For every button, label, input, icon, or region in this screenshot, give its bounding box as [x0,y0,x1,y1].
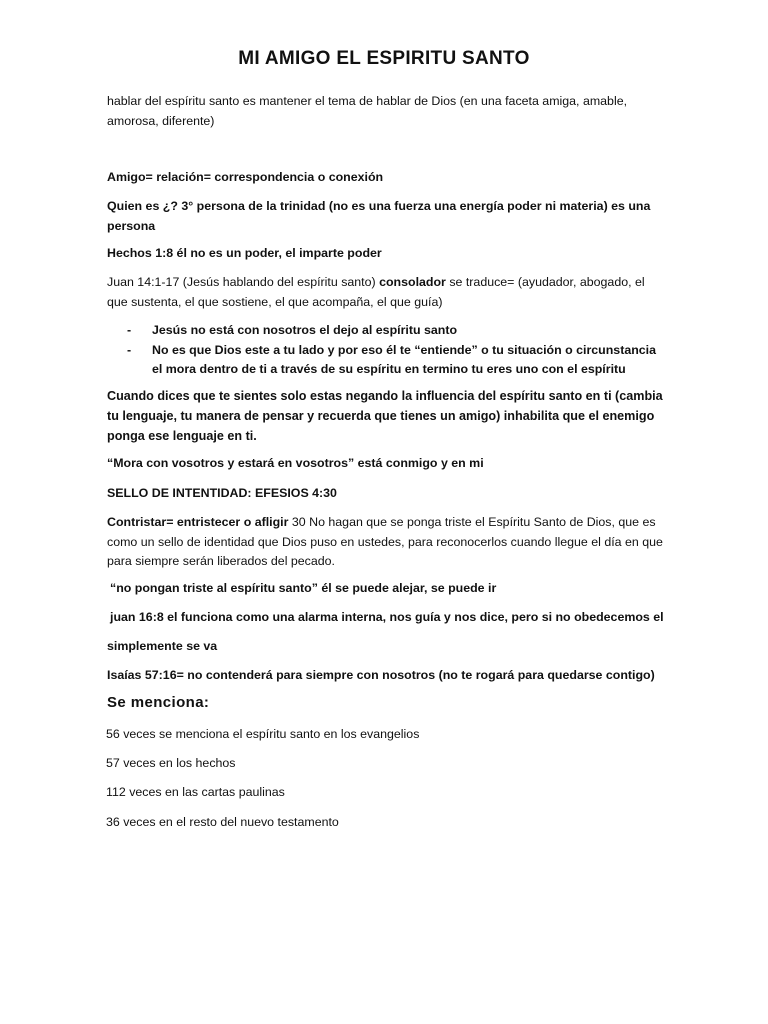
juan-14-traduce: se traduce= [449,275,515,289]
document-title: MI AMIGO EL ESPIRITU SANTO [238,48,530,69]
simplemente-line: simplemente se va [107,639,218,653]
isaias-paragraph: Isaías 57:16= no contenderá para siempre con nosotros (no te rogará para quedarse contigo) [107,668,655,682]
juan-14-meanings: (ayudador, abogado, el que sustenta, el que sostiene, el que acompaña, el que guía) [107,275,645,309]
count-paulinas: 112 veces en las cartas paulinas [106,785,285,799]
hechos-paragraph: Hechos 1:8 él no es un poder, el imparte poder [107,246,382,260]
bullet-list [127,321,657,380]
se-menciona-heading: Se menciona: [107,694,210,711]
count-hechos: 57 veces en los hechos [106,756,236,770]
juan-14-reference: Juan 14:1-17 (Jesús hablando del espíritu santo) [107,275,376,289]
bullet-dash: - [127,323,132,337]
bullet-dash: - [127,342,132,357]
consolador-term: consolador [379,275,446,289]
contristar-paragraph [107,513,667,572]
list-item [127,341,657,380]
juan-14-paragraph [107,273,667,312]
intro-paragraph: hablar del espíritu santo es mantener el tema de hablar de Dios (en una faceta amiga, amable, amorosa, diferente) [107,94,628,128]
amigo-definition: Amigo= relación= correspondencia o conexión [107,170,384,184]
cuando-paragraph: Cuando dices que te sientes solo estas negando la influencia del espíritu santo en ti (cambia tu lenguaje, tu manera de pensar y recuerda que tienes un amigo) inhabilita que el enemigo ponga ese lenguaje en ti. [107,389,663,443]
contristar-definition: Contristar= entristecer o afligir [107,515,289,529]
no-pongan-paragraph: “no pongan triste al espíritu santo” él se puede alejar, se puede ir [110,581,497,595]
sello-heading: SELLO DE INTENTIDAD: EFESIOS 4:30 [107,486,337,500]
bullet-text: No es que Dios este a tu lado y por eso él te “entiende” o tu situación o circunstancia el mora dentro de ti a través de su espíritu en termino tu eres uno con el espíritu [152,342,656,376]
list-item [127,321,657,341]
count-evangelios: 56 veces se menciona el espíritu santo en los evangelios [106,727,420,741]
count-resto: 36 veces en el resto del nuevo testamento [106,815,339,829]
bullet-text: Jesús no está con nosotros el dejo al espíritu santo [152,323,458,337]
mora-paragraph: “Mora con vosotros y estará en vosotros” está conmigo y en mi [107,456,484,470]
quien-es-paragraph: Quien es ¿? 3° persona de la trinidad (no es una fuerza una energía poder ni materia) es una persona [107,199,651,233]
efesios-quote: 30 No hagan que se ponga triste el Espíritu Santo de Dios, que es como un sello de identidad que Dios puso en ustedes, para reconocerlos cuando llegue el día en que para siempre serán liberados del pecado. [107,515,663,568]
juan-16-paragraph: juan 16:8 el funciona como una alarma interna, nos guía y nos dice, pero si no obedecemos el [110,610,664,624]
